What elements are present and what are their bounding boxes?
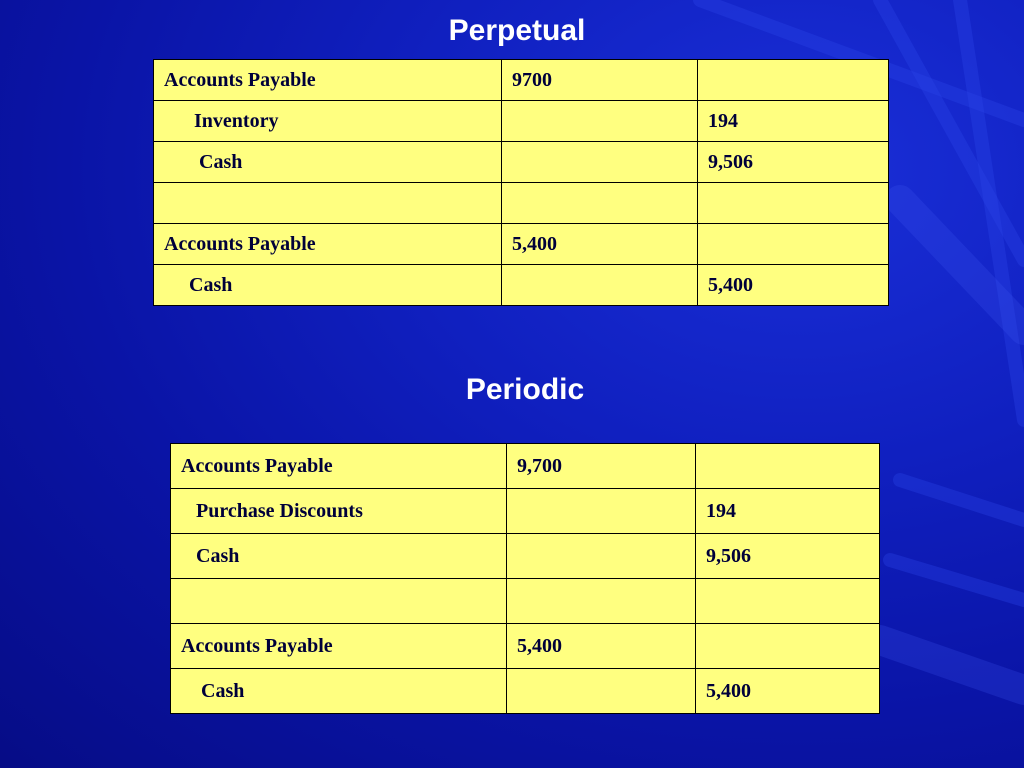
credit-cell	[696, 579, 880, 624]
account-cell: Cash	[171, 669, 507, 714]
debit-cell: 9,700	[507, 444, 696, 489]
debit-cell	[502, 101, 698, 142]
debit-cell: 9700	[502, 60, 698, 101]
credit-cell: 9,506	[698, 142, 889, 183]
credit-cell	[698, 60, 889, 101]
credit-cell	[696, 624, 880, 669]
journal-row	[171, 624, 880, 669]
debit-cell	[502, 183, 698, 224]
journal-row	[154, 142, 889, 183]
account-cell: Cash	[154, 142, 502, 183]
account-cell	[154, 183, 502, 224]
credit-cell	[698, 183, 889, 224]
journal-row	[171, 489, 880, 534]
perpetual-heading: Perpetual	[448, 14, 586, 47]
credit-cell: 5,400	[698, 265, 889, 306]
debit-cell	[507, 579, 696, 624]
debit-cell	[502, 142, 698, 183]
perpetual-journal-table	[153, 59, 889, 306]
account-cell: Accounts Payable	[154, 224, 502, 265]
credit-cell: 194	[696, 489, 880, 534]
debit-cell	[502, 265, 698, 306]
account-cell: Accounts Payable	[171, 444, 507, 489]
credit-cell: 9,506	[696, 534, 880, 579]
journal-row	[171, 579, 880, 624]
debit-cell	[507, 489, 696, 534]
journal-row	[154, 265, 889, 306]
periodic-journal-table	[170, 443, 880, 714]
periodic-heading: Periodic	[465, 373, 585, 406]
account-cell: Accounts Payable	[154, 60, 502, 101]
debit-cell	[507, 534, 696, 579]
account-cell: Purchase Discounts	[171, 489, 507, 534]
account-cell: Cash	[171, 534, 507, 579]
credit-cell	[698, 224, 889, 265]
credit-cell	[696, 444, 880, 489]
journal-row	[154, 183, 889, 224]
journal-row	[154, 101, 889, 142]
journal-row	[171, 669, 880, 714]
journal-row	[171, 534, 880, 579]
journal-row	[154, 224, 889, 265]
journal-row	[171, 444, 880, 489]
account-cell	[171, 579, 507, 624]
credit-cell: 194	[698, 101, 889, 142]
debit-cell	[507, 669, 696, 714]
debit-cell: 5,400	[507, 624, 696, 669]
account-cell: Cash	[154, 265, 502, 306]
credit-cell: 5,400	[696, 669, 880, 714]
account-cell: Accounts Payable	[171, 624, 507, 669]
journal-row	[154, 60, 889, 101]
account-cell: Inventory	[154, 101, 502, 142]
debit-cell: 5,400	[502, 224, 698, 265]
